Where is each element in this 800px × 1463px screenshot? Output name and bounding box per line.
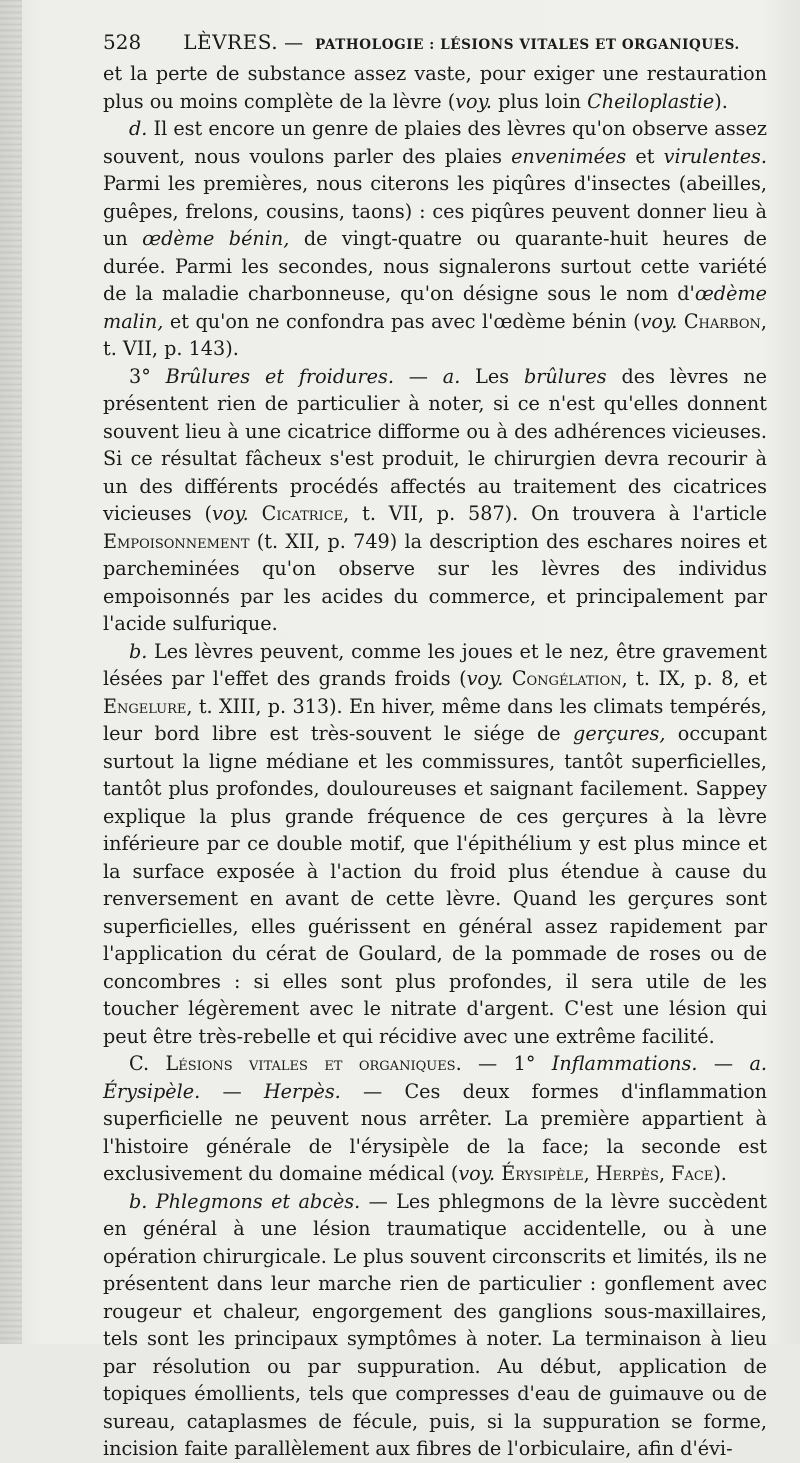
text-run: occupant surtout la ligne médiane et les commissures, tantôt superficielles, tantôt plus profondes, douloureuses et saignant facilement. Sappey explique la plus grande fréquence de ces gerçures à la lèvre inférieure par ce double motif, que l'épithélium y est plus mince et la surface exposée à l'action du froid plus étendue à cause du renversement en avant de cette lèvre. Quand les gerçures sont superficielles, elles guérissent en général assez rapidement par l'application du cérat de Goulard, de la pommade de roses ou de concombres : si elles sont plus profondes, il sera utile de les toucher légèrement avec le nitrate d'argent. C'est une lésion qui peut être très-rebelle et qui récidive avec une extrême facilité. xyxy=(103,722,767,1048)
small-caps-text: Lésions vitales et organiques. xyxy=(165,1052,462,1075)
small-caps-text: Érysipèle, Herpès, Face xyxy=(501,1162,714,1185)
text-run: Les lèvres peuvent, comme les joues et le nez, être gravement lésées par l'effet des grands froids ( xyxy=(103,639,767,690)
text-run: — xyxy=(200,1079,264,1103)
text-run: , t. VII, p. 143). xyxy=(103,309,767,360)
text-run: plus loin xyxy=(492,89,588,113)
paragraph xyxy=(103,1050,767,1188)
running-title: LÈVRES. xyxy=(183,30,279,54)
text-run: — xyxy=(393,364,443,388)
small-caps-text: Charbon xyxy=(683,309,761,333)
header-separator: — xyxy=(284,32,304,54)
small-caps-text: Empoisonnement xyxy=(103,529,250,553)
italic-text: voy. xyxy=(455,89,492,113)
italic-text: envenimées xyxy=(511,144,627,168)
text-run: — Ces deux formes d'inflammation superficielle ne peuvent nous arrêter. La première appartient à l'histoire générale de l'érysipèle de la face; la seconde est exclusivement du domaine médical ( xyxy=(103,1079,767,1185)
text-run: 3° xyxy=(129,364,166,388)
small-caps-text: Engelure xyxy=(103,694,187,718)
text-run: et xyxy=(626,144,664,168)
text-run xyxy=(503,667,511,690)
text-run: — Les phlegmons de la lèvre succèdent en général à une lésion traumatique accidentelle, ou à une opération chirurgicale. Le plus souvent circonscrits et limités, ils ne présentent dans leur marche rien de particulier : gonflement avec rougeur et chaleur, engorgement des ganglions sous-maxillaires, tels sont les principaux symptômes à noter. La terminaison à lieu par résolution ou par suppuration. Au début, application de topiques émollients, tels que compresses d'eau de guimauve ou de sureau, cataplasmes de fécule, puis, si la suppuration se forme, incision faite parallèlement aux fibres de l'orbiculaire, afin d'évi- xyxy=(103,1189,768,1460)
text-run: des lèvres ne présentent rien de particulier à noter, si ce n'est qu'elles donnent souvent lieu à une cicatrice difforme ou à des adhérences vicieuses. Si ce résultat fâcheux s'est produit, le chirurgien devra recourir à un des différents procédés affectés au traitement des cicatrices vicieuses ( xyxy=(103,364,768,525)
text-run: Parmi les premières, nous citerons les piqûres d'insectes (abeilles, guêpes, frelons, cousins, taons) : ces piqûres peuvent donner lieu à un xyxy=(103,172,767,250)
italic-text: brûlures xyxy=(523,364,607,388)
italic-text: Inflammations. xyxy=(551,1052,698,1075)
text-run: ). xyxy=(714,89,728,113)
text-run: — 1° xyxy=(461,1052,552,1075)
small-caps-text: Cicatrice xyxy=(261,502,344,525)
body-text xyxy=(103,60,767,1463)
text-run: Les xyxy=(460,364,524,388)
italic-text: gerçures, xyxy=(573,722,666,745)
italic-text: Herpès. xyxy=(263,1079,341,1103)
italic-text: voy. xyxy=(458,1162,496,1185)
text-run: et la perte de substance assez vaste, pour exiger une restauration plus ou moins complète de la lèvre ( xyxy=(103,62,767,113)
paragraph xyxy=(103,60,767,115)
paragraph xyxy=(103,638,767,1051)
text-run: de vingt-quatre ou quarante-huit heures de durée. Parmi les secondes, nous signalerons surtout cette variété de la maladie charbonneuse, qu'on désigne sous le nom d' xyxy=(103,227,767,305)
text-run xyxy=(249,502,262,525)
text-run: C. xyxy=(129,1052,166,1075)
italic-text: œdème malin, xyxy=(103,282,767,333)
paragraph xyxy=(103,1188,767,1463)
italic-text: a. Érysipèle. xyxy=(103,1052,767,1103)
italic-text: voy. xyxy=(640,309,678,333)
running-header xyxy=(103,28,773,56)
text-run: et qu'on ne confondra pas avec l'œdème bénin ( xyxy=(163,309,641,333)
italic-text: œdème bénin, xyxy=(142,227,290,250)
italic-text: Cheiloplastie xyxy=(587,89,715,113)
text-run: , t. VII, p. 587). On trouvera à l'article xyxy=(343,502,767,525)
text-run: ). xyxy=(713,1162,727,1185)
italic-text: a. xyxy=(442,364,461,388)
paragraph xyxy=(103,115,767,363)
italic-text: d. xyxy=(129,117,148,140)
italic-text: voy. xyxy=(466,667,504,690)
text-run: , t. XIII, p. 313). En hiver, même dans les climats tempérés, leur bord libre est très-souvent le siége de xyxy=(103,694,767,745)
page-spine-shadow xyxy=(0,0,22,1344)
text-run: — xyxy=(697,1052,750,1075)
italic-text: Brûlures et froidures. xyxy=(165,364,394,388)
italic-text: voy. xyxy=(211,502,249,525)
text-run: , t. IX, p. 8, et xyxy=(621,667,767,690)
text-run: Il est encore un genre de plaies des lèvres qu'on observe assez souvent, nous voulons parler des plaies xyxy=(103,117,767,168)
italic-text: virulentes. xyxy=(663,144,767,168)
page-number: 528 xyxy=(103,30,142,54)
running-section: PATHOLOGIE : LÉSIONS VITALES ET ORGANIQUES. xyxy=(315,37,740,53)
text-run: (t. XII, p. 749) la description des eschares noires et parcheminées qu'on observe sur les lèvres des individus empoisonnés par les acides du commerce, et principalement par l'acide sulfurique. xyxy=(103,529,767,635)
italic-text: b. xyxy=(129,639,148,663)
italic-text: b. Phlegmons et abcès. xyxy=(129,1189,361,1213)
small-caps-text: Congélation xyxy=(511,667,622,690)
paragraph xyxy=(103,363,767,638)
